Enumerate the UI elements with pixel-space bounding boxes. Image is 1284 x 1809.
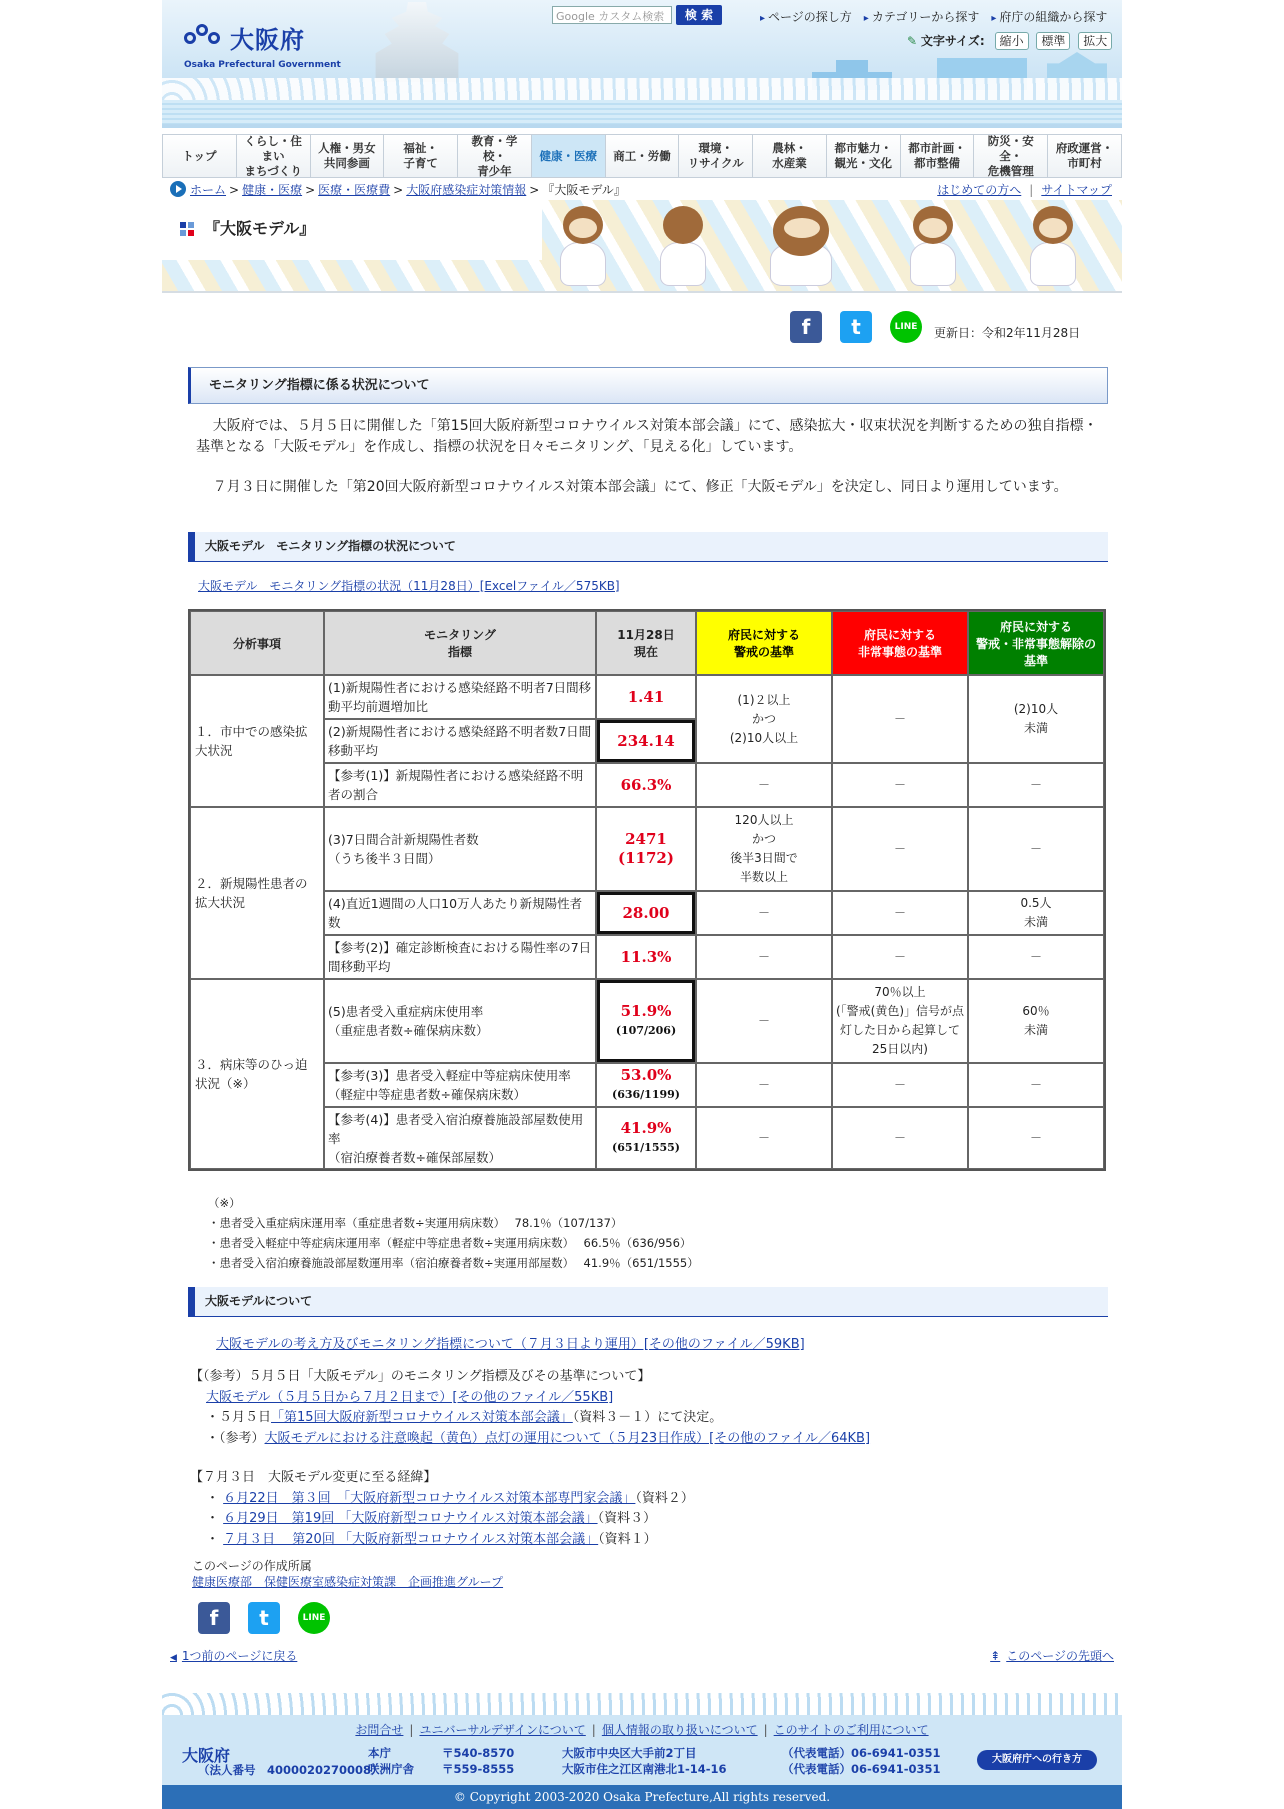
category-cell: １．市中での感染拡大状況 — [190, 675, 324, 807]
table-header: モニタリング 指標 — [324, 611, 596, 675]
footer-org-name: 大阪府 — [182, 1746, 231, 1765]
page-title: 『大阪モデル』 — [204, 219, 316, 238]
arrow-right-icon — [170, 181, 186, 197]
first-visit-link[interactable]: はじめての方へ — [937, 183, 1022, 197]
breadcrumb-infection[interactable]: 大阪府感染症対策情報 — [406, 183, 527, 197]
breadcrumb-home[interactable]: ホーム — [190, 183, 227, 197]
logo-english-text: Osaka Prefectural Government — [184, 60, 341, 70]
footer-wave-decoration — [162, 1693, 1122, 1715]
nav-human-rights[interactable]: 人権・男女 共同参画 — [311, 135, 385, 177]
meeting-20-link[interactable]: ７月３日 第20回 「大阪府新型コロナウイルス対策本部会議」 — [223, 1531, 599, 1547]
warning-criteria-cell: － — [696, 979, 832, 1063]
meeting-15-link[interactable]: 「第15回大阪府新型コロナウイルス対策本部会議」 — [271, 1410, 573, 1425]
emergency-criteria-cell: － — [832, 935, 968, 979]
model-may-link[interactable]: 大阪モデル（５月５日から７月２日まで）[その他のファイル／55KB] — [206, 1389, 614, 1405]
footer-phone: （代表電話）06-6941-0351 （代表電話）06-6941-0351 — [782, 1746, 941, 1776]
lift-criteria-cell: 60％ 未満 — [968, 979, 1104, 1063]
table-row — [190, 935, 1104, 979]
section-heading-status: 大阪モデル モニタリング指標の状況について — [188, 532, 1108, 562]
twitter-icon[interactable]: t — [248, 1602, 280, 1634]
nav-health[interactable]: 健康・医療 — [532, 135, 606, 177]
indicator-cell: (3)7日間合計新規陽性者数 （うち後半３日間） — [324, 807, 596, 891]
lift-criteria-cell: － — [968, 1107, 1104, 1169]
meeting-19-link[interactable]: ６月29日 第19回 「大阪府新型コロナウイルス対策本部会議」 — [223, 1511, 598, 1526]
updated-date: 更新日：令和2年11月28日 — [934, 326, 1081, 340]
table-row — [190, 1063, 1104, 1107]
breadcrumb: ホーム > 健康・医療 > 医療・医療費 > 大阪府感染症対策情報 > 『大阪モデル』 — [162, 180, 1122, 200]
emergency-criteria-cell: － — [832, 891, 968, 935]
pencil-icon: ✎ — [907, 34, 918, 48]
nav-environment[interactable]: 環境・ リサイクル — [679, 135, 753, 177]
font-smaller-button[interactable]: 縮小 — [995, 32, 1029, 50]
site-footer — [162, 1693, 1122, 1809]
nav-tourism[interactable]: 都市魅力・ 観光・文化 — [827, 135, 901, 177]
table-header: 11月28日 現在 — [596, 611, 696, 675]
intro-paragraph: ７月３日に開催した「第20回大阪府新型コロナウイルス対策本部会議」にて、修正「大阪モデル」を決定し、同日より運用しています。 — [212, 479, 1068, 495]
sitemap-link[interactable]: サイトマップ — [1041, 183, 1112, 197]
progress-title: 【７月３日 大阪モデル変更に至る経緯】 — [190, 1470, 437, 1485]
author-dept-link[interactable]: 健康医療部 保健医療室感染症対策課 企画推進グループ — [192, 1575, 504, 1589]
author-label: このページの作成所属 — [192, 1559, 312, 1573]
table-row — [190, 1107, 1104, 1169]
nav-education[interactable]: 教育・学校・ 青少年 — [458, 135, 532, 177]
lift-criteria-cell: － — [968, 763, 1104, 807]
indicator-cell: (4)直近1週間の人口10万人あたり新規陽性者数 — [324, 891, 596, 935]
find-page-link[interactable]: ▸ ページの探し方 — [760, 10, 852, 24]
font-size-label: 文字サイズ: — [920, 34, 985, 48]
warning-criteria-cell: － — [696, 763, 832, 807]
nav-top[interactable]: トップ — [163, 135, 237, 177]
reference-block: 【（参考）５月５日「大阪モデル」のモニタリング指標及びその基準について】 大阪モデル（５月５日から７月２日まで）[その他のファイル／55KB] ・５月５日「第15回大阪府新型コロナウイルス対策本部会議」（資料３－１）にて決定。 ・（参考）大阪モデルにおける注意喚起（黄色）点灯の運用について（５月23日作成）[その他のファイル／64KB] — [190, 1367, 1110, 1449]
search-input[interactable]: Google カスタム検索 — [552, 6, 672, 24]
value-cell: 53.0% (636/1199) — [596, 1063, 696, 1107]
line-icon[interactable]: LINE — [890, 311, 922, 343]
indicator-cell: (5)患者受入重症病床使用率 （重症患者数÷確保病床数） — [324, 979, 596, 1063]
warning-criteria-cell: 120人以上 かつ 後半3日間で 半数以上 — [696, 807, 832, 891]
indicator-cell: 【参考(4)】患者受入宿泊療養施設部屋数使用率 （宿泊療養者数÷確保部屋数） — [324, 1107, 596, 1169]
table-row — [190, 675, 1104, 719]
section-heading-about: 大阪モデルについて — [188, 1287, 1108, 1317]
global-nav — [162, 134, 1122, 178]
value-cell: 1.41 — [596, 675, 696, 719]
breadcrumb-health[interactable]: 健康・医療 — [242, 183, 303, 197]
header-band-decoration — [162, 100, 1122, 124]
table-notes — [208, 1193, 699, 1273]
site-header — [162, 0, 1122, 128]
site-usage-link[interactable]: このサイトのご利用について — [773, 1723, 929, 1737]
nav-living[interactable]: くらし・住まい まちづくり — [237, 135, 311, 177]
emergency-criteria-cell: － — [832, 1063, 968, 1107]
osaka-logo-icon — [184, 24, 226, 52]
value-cell: 51.9% (107/206) — [596, 979, 696, 1063]
footer-links: お問合せ | ユニバーサルデザインについて | 個人情報の取り扱いについて | このサイトのご利用について — [355, 1723, 929, 1737]
note-line: （※） — [208, 1196, 241, 1210]
page-wrapper — [162, 0, 1122, 1809]
note-line: ・患者受入宿泊療養施設部屋数運用率（宿泊療養者数÷実運用部屋数） 41.9％（651/1555） — [208, 1256, 699, 1270]
table-row — [190, 979, 1104, 1063]
font-size-control — [907, 32, 1116, 50]
note-line: ・患者受入重症病床運用率（重症患者数÷実運用病床数） 78.1％（107/137） — [208, 1216, 623, 1230]
indicator-cell: 【参考(2)】確定診断検査における陽性率の7日間移動平均 — [324, 935, 596, 979]
contact-link[interactable]: お問合せ — [355, 1723, 404, 1737]
value-cell: 234.14 — [596, 719, 696, 763]
search-button[interactable]: 検 索 — [676, 5, 722, 25]
header-links — [760, 8, 1119, 25]
lift-criteria-cell: 0.5人 未満 — [968, 891, 1104, 935]
lift-criteria-cell: － — [968, 807, 1104, 891]
breadcrumb-medical[interactable]: 医療・医療費 — [318, 183, 391, 197]
footer-office: 本庁 咲洲庁舎 — [368, 1746, 414, 1776]
table-row — [190, 891, 1104, 935]
table-row — [190, 763, 1104, 807]
footer-zip: 〒540-8570 〒559-8555 — [442, 1746, 515, 1776]
indicator-cell: (1)新規陽性者における感染経路不明者7日間移動平均前週増加比 — [324, 675, 596, 719]
access-button[interactable]: 大阪府庁への行き方 — [977, 1750, 1097, 1770]
note-line: ・患者受入軽症中等症病床運用率（軽症中等症患者数÷実運用病床数） 66.5％（636/956） — [208, 1236, 692, 1250]
footer-corp-number: （法人番号 4000020270008） — [198, 1763, 383, 1777]
table-header-lift: 府民に対する 警戒・非常事態解除の 基準 — [968, 611, 1104, 675]
mascot-image — [762, 206, 842, 290]
value-cell: 41.9% (651/1555) — [596, 1107, 696, 1169]
lift-criteria-cell: － — [968, 935, 1104, 979]
footer-address: 大阪市中央区大手前2丁目 大阪市住之江区南港北1-14-16 — [562, 1746, 727, 1776]
font-standard-button[interactable]: 標準 — [1036, 32, 1070, 50]
nav-welfare[interactable]: 福祉・ 子育て — [384, 135, 458, 177]
nav-agriculture[interactable]: 農林・ 水産業 — [753, 135, 827, 177]
table-header-row — [190, 611, 1104, 675]
indicator-cell: 【参考(3)】患者受入軽症中等症病床使用率 （軽症中等症患者数÷確保病床数） — [324, 1063, 596, 1107]
breadcrumb-current: 『大阪モデル』 — [542, 183, 626, 197]
organization-link[interactable]: ▸ 府庁の組織から探す — [991, 10, 1107, 24]
value-cell: 28.00 — [596, 891, 696, 935]
title-banner — [162, 200, 1122, 293]
warning-criteria-cell: － — [696, 891, 832, 935]
category-cell: ３．病床等のひっ迫状況（※） — [190, 979, 324, 1169]
back-link[interactable]: ◀ 1つ前のページに戻る — [170, 1647, 297, 1664]
table-header-emergency: 府民に対する 非常事態の基準 — [832, 611, 968, 675]
copyright: © Copyright 2003-2020 Osaka Prefecture,All rights reserved. — [162, 1785, 1122, 1809]
nav-urban-planning[interactable]: 都市計画・ 都市整備 — [901, 135, 975, 177]
universal-design-link[interactable]: ユニバーサルデザインについて — [419, 1723, 586, 1737]
section-heading-monitoring: モニタリング指標に係る状況について — [188, 367, 1108, 404]
emergency-criteria-cell: － — [832, 675, 968, 763]
category-link[interactable]: ▸ カテゴリーから探す — [864, 10, 980, 24]
mascot-image — [902, 206, 964, 290]
title-grid-icon — [180, 222, 194, 236]
site-logo[interactable] — [184, 20, 341, 74]
mascot-image — [652, 206, 714, 290]
mascot-image — [1022, 206, 1084, 290]
osaka-castle-illustration — [372, 2, 462, 82]
expert-meeting-link[interactable]: ６月22日 第３回 「大阪府新型コロナウイルス対策本部専門家会議」 — [223, 1490, 636, 1506]
value-cell: 11.3% — [596, 935, 696, 979]
emergency-criteria-cell: － — [832, 1107, 968, 1169]
warning-criteria-cell: － — [696, 1107, 832, 1169]
warning-criteria-cell: － — [696, 1063, 832, 1107]
facebook-icon[interactable]: f — [790, 311, 822, 343]
page-author — [192, 1558, 503, 1590]
value-cell: 66.3% — [596, 763, 696, 807]
monitoring-table — [188, 609, 1106, 1171]
category-cell: ２．新規陽性患者の拡大状況 — [190, 807, 324, 979]
mascot-image — [552, 206, 614, 290]
table-row — [190, 807, 1104, 891]
progress-block: 【７月３日 大阪モデル変更に至る経緯】 ・ ６月22日 第３回 「大阪府新型コロナウイルス対策本部専門家会議」（資料２） ・ ６月29日 第19回 「大阪府新型コロナウイルス対策本部会議」（資料３） ・ ７月３日 第20回 「大阪府新型コロナウイルス対策本部会議」（資料１） — [190, 1468, 1110, 1550]
table-header: 分析事項 — [190, 611, 324, 675]
warning-criteria-cell: － — [696, 935, 832, 979]
emergency-criteria-cell: － — [832, 807, 968, 891]
logo-text: 大阪府 — [230, 26, 305, 54]
nav-administration[interactable]: 府政運営・ 市町村 — [1055, 141, 1114, 170]
lift-criteria-cell: － — [968, 1063, 1104, 1107]
yellow-alert-link[interactable]: 大阪モデルにおける注意喚起（黄色）点灯の運用について（５月23日作成）[その他のファイル／64KB] — [264, 1430, 871, 1446]
table-header-warning: 府民に対する 警戒の基準 — [696, 611, 832, 675]
privacy-link[interactable]: 個人情報の取り扱いについて — [601, 1723, 758, 1737]
indicator-cell: 【参考(1)】新規陽性者における感染経路不明者の割合 — [324, 763, 596, 807]
utility-links: はじめての方へ | サイトマップ — [937, 183, 1112, 197]
reference-title: 【（参考）５月５日「大阪モデル」のモニタリング指標及びその基準について】 — [190, 1369, 651, 1384]
line-icon[interactable]: LINE — [298, 1602, 330, 1634]
facebook-icon[interactable]: f — [198, 1602, 230, 1634]
lift-criteria-cell: (2)10人 未満 — [968, 675, 1104, 763]
emergency-criteria-cell: 70％以上 (「警戒(黄色)」信号が点灯した日から起算して25日以内) — [832, 979, 968, 1063]
nav-commerce[interactable]: 商工・労働 — [606, 135, 680, 177]
twitter-icon[interactable]: t — [840, 311, 872, 343]
warning-criteria-cell: (1)２以上 かつ (2)10人以上 — [696, 675, 832, 763]
about-model-link[interactable]: 大阪モデルの考え方及びモニタリング指標について（７月３日より運用）[その他のファイル／59KB] — [216, 1337, 805, 1352]
value-cell: 2471 (1172) — [596, 807, 696, 891]
page-top-link[interactable]: ⇞ このページの先頭へ — [990, 1647, 1114, 1664]
font-larger-button[interactable]: 拡大 — [1078, 32, 1112, 50]
intro-paragraph: 大阪府では、５月５日に開催した「第15回大阪府新型コロナウイルス対策本部会議」にて、感染拡大・収束状況を判断するための独自指標・基準となる「大阪モデル」を作成し、指標の状況を日々モニタリング、「見える化」しています。 — [196, 418, 1098, 455]
excel-download-link[interactable]: 大阪モデル モニタリング指標の状況（11月28日）[Excelファイル／575KB] — [198, 579, 620, 593]
emergency-criteria-cell: － — [832, 763, 968, 807]
indicator-cell: (2)新規陽性者における感染経路不明者数7日間移動平均 — [324, 719, 596, 763]
nav-disaster[interactable]: 防災・安全・ 危機管理 — [974, 135, 1048, 177]
